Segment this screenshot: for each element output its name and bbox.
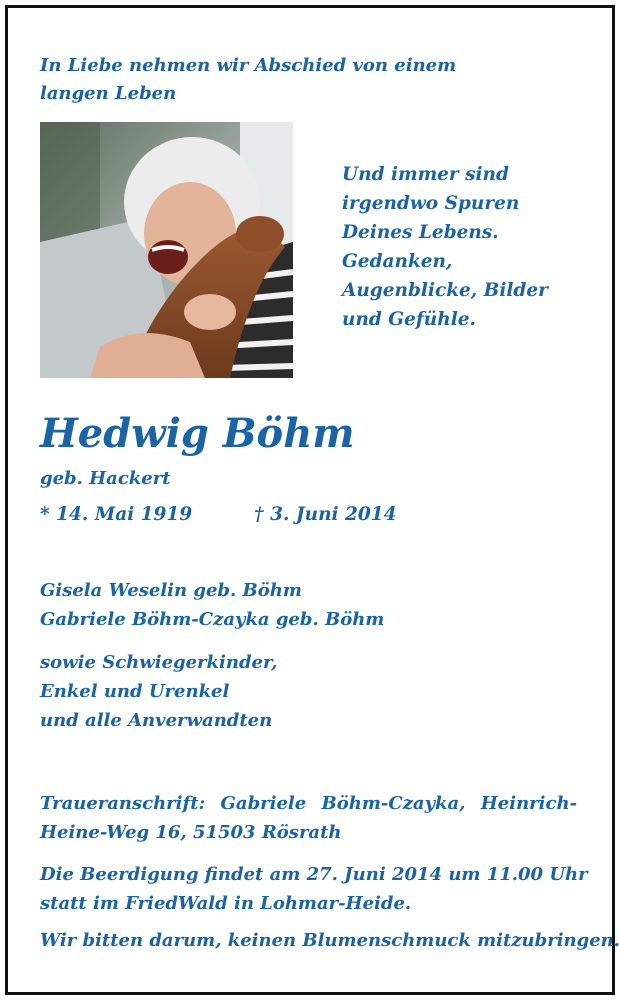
portrait-illustration — [40, 122, 293, 378]
quote-line: irgendwo Spuren — [342, 193, 520, 214]
mourner-line: Gabriele Böhm-Czayka geb. Böhm — [40, 609, 385, 630]
mourning-address: Traueranschrift: Gabriele Böhm-Czayka, Heinrich-Heine-Weg 16, 51503 Rösrath — [40, 793, 577, 843]
mourner-line: Gisela Weselin geb. Böhm — [40, 580, 302, 601]
mourner-line: Enkel und Urenkel — [40, 681, 230, 702]
intro-line: In Liebe nehmen wir Abschied von einem — [40, 55, 457, 76]
mourner-line: und alle Anverwandten — [40, 710, 273, 731]
deceased-name: Hedwig Böhm — [40, 410, 355, 457]
quote-text — [342, 160, 592, 334]
birth-date: * 14. Mai 1919 — [40, 504, 193, 525]
quote-line: und Gefühle. — [342, 309, 476, 330]
mourner-line: sowie Schwiegerkinder, — [40, 652, 278, 673]
intro-line: langen Leben — [40, 83, 177, 104]
quote-line: Und immer sind — [342, 164, 509, 185]
quote-line: Augenblicke, Bilder — [342, 280, 548, 301]
intro-text — [40, 52, 480, 108]
daughters-list — [40, 576, 580, 634]
funeral-info — [40, 860, 588, 918]
death-date: † 3. Juni 2014 — [254, 504, 397, 525]
funeral-line: Die Beerdigung findet am 27. Juni 2014 um 11.00 Uhr — [40, 864, 588, 885]
flower-request: Wir bitten darum, keinen Blumenschmuck mitzubringen. — [40, 930, 620, 951]
quote-line: Gedanken, — [342, 251, 453, 272]
quote-line: Deines Lebens. — [342, 222, 499, 243]
relatives-list — [40, 648, 580, 735]
maiden-name: geb. Hackert — [40, 468, 171, 489]
portrait-photo — [40, 122, 293, 378]
funeral-line: statt im FriedWald in Lohmar-Heide. — [40, 893, 412, 914]
